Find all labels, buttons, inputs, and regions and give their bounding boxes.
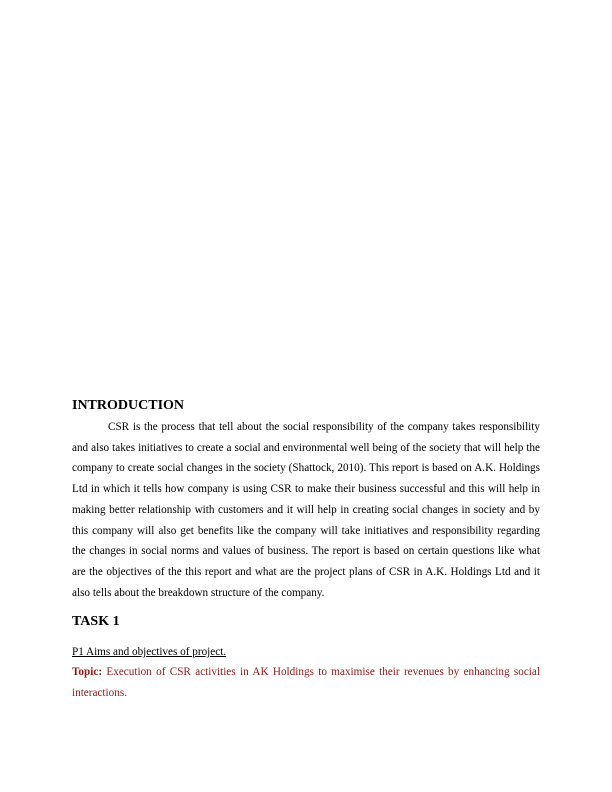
p1-subheading: P1 Aims and objectives of project. — [72, 646, 227, 659]
topic-label: Topic: — [72, 666, 103, 679]
topic-text: Execution of CSR activities in AK Holdings to maximise their revenues by enhancing social interactions. — [72, 666, 540, 700]
topic-paragraph — [72, 662, 540, 704]
page-content — [72, 397, 540, 704]
task-1-heading: TASK 1 — [72, 614, 120, 630]
introduction-paragraph: CSR is the process that tell about the social responsibility of the company takes responsibility and also takes initiatives to create a social and environmental well being of the society that will help the company to create social changes in the society (Shattock, 2010). This report is based on A.K. Holdings Ltd in which it tells how company is using CSR to make their business successful and this will help in making better relationship with customers and it will help in creating social changes in society and by this company will also get benefits like the company will take initiatives and responsibility regarding the changes in social norms and values of business. The report is based on certain questions like what are the objectives of the this report and what are the project plans of CSR in A.K. Holdings Ltd and it also tells about the breakdown structure of the company. — [72, 421, 540, 599]
introduction-heading: INTRODUCTION — [72, 398, 185, 413]
